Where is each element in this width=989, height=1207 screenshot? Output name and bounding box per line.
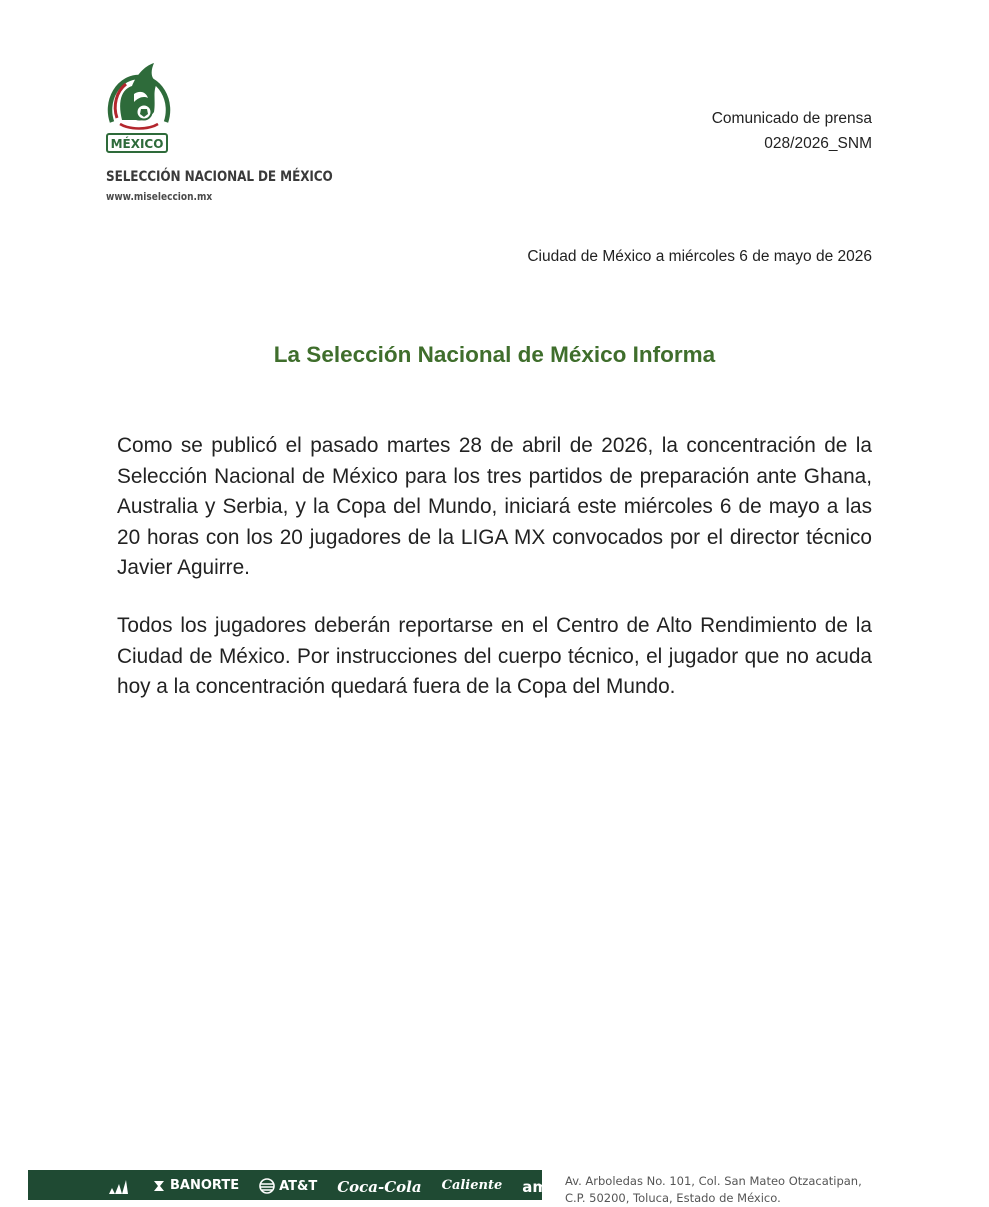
release-type: Comunicado de prensa (711, 110, 872, 127)
address-line-2: C.P. 50200, Toluca, Estado de México. (565, 1191, 781, 1205)
dateline: Ciudad de México a miércoles 6 de mayo de 2026 (527, 248, 872, 265)
release-info (712, 106, 872, 156)
sponsor-banorte (152, 1178, 239, 1193)
att-globe-icon (259, 1178, 275, 1194)
crest-logo-icon (104, 60, 174, 160)
crest-label: MÉXICO (110, 137, 164, 151)
att-label: AT&T (279, 1178, 318, 1194)
adidas-stripes-icon (108, 1178, 128, 1194)
org-name: SELECCIÓN NACIONAL DE MÉXICO (106, 169, 333, 185)
org-url: www.miseleccion.mx (106, 191, 213, 203)
banorte-label: BANORTE (170, 1178, 240, 1193)
sponsor-coke: Coca-Cola (337, 1178, 422, 1196)
footer-address (565, 1173, 989, 1207)
body-paragraph-1: Como se publicó el pasado martes 28 de abril de 2026, la concentración de la Selección Nacional de México para los tres partidos de preparación ante Ghana, Australia y Serbia, y la Copa del Mundo, iniciará este miércoles 6 de mayo a las 20 horas con los 20 jugadores de la LIGA MX convocados por el director técnico Javier Aguirre. (117, 434, 872, 580)
sponsor-amazon: amazon (522, 1178, 588, 1196)
sponsor-caliente: Caliente (441, 1178, 503, 1193)
sponsor-att (259, 1178, 317, 1194)
headline: La Selección Nacional de México Informa (273, 342, 716, 367)
release-number: 028/2026_SNM (764, 135, 872, 152)
body-paragraph-2: Todos los jugadores deberán reportarse en el Centro de Alto Rendimiento de la Ciudad de México. Por instrucciones del cuerpo técnico, el jugador que no acuda hoy a la concentración quedará fuera de la Copa del Mundo. (117, 614, 872, 699)
address-line-1: Av. Arboledas No. 101, Col. San Mateo Otzacatipan, (565, 1174, 862, 1188)
sponsor-bar (28, 1170, 588, 1200)
banorte-icon (152, 1179, 166, 1193)
